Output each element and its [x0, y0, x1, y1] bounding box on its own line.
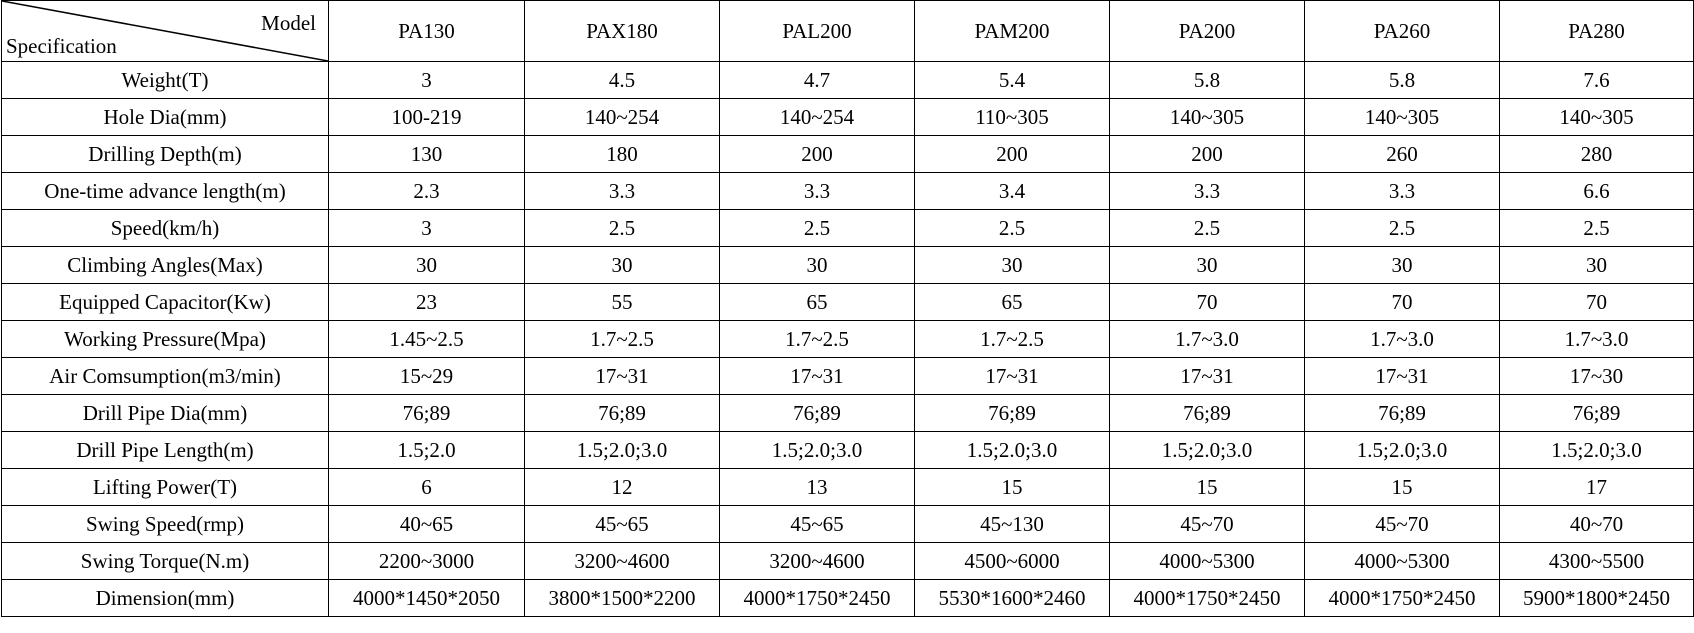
spec-value: 3200~4600: [720, 543, 915, 580]
spec-value: 1.5;2.0;3.0: [720, 432, 915, 469]
model-header: PA280: [1500, 1, 1694, 62]
spec-value: 1.5;2.0;3.0: [1110, 432, 1305, 469]
spec-value: 100-219: [329, 99, 525, 136]
spec-value: 65: [720, 284, 915, 321]
spec-label: Equipped Capacitor(Kw): [2, 284, 329, 321]
spec-value: 5530*1600*2460: [915, 580, 1110, 617]
spec-label: Drill Pipe Length(m): [2, 432, 329, 469]
spec-value: 1.7~2.5: [525, 321, 720, 358]
spec-value: 40~65: [329, 506, 525, 543]
table-row: [2, 580, 1694, 617]
spec-value: 65: [915, 284, 1110, 321]
model-header: PA200: [1110, 1, 1305, 62]
spec-value: 5.8: [1305, 62, 1500, 99]
table-row: [2, 506, 1694, 543]
spec-value: 4000*1450*2050: [329, 580, 525, 617]
spec-value: 15: [915, 469, 1110, 506]
spec-value: 12: [525, 469, 720, 506]
table-row: [2, 173, 1694, 210]
spec-value: 2.3: [329, 173, 525, 210]
spec-value: 4000*1750*2450: [1110, 580, 1305, 617]
spec-label: Weight(T): [2, 62, 329, 99]
spec-label: Swing Speed(rmp): [2, 506, 329, 543]
spec-value: 30: [720, 247, 915, 284]
spec-value: 76;89: [1500, 395, 1694, 432]
spec-value: 30: [1305, 247, 1500, 284]
spec-value: 1.5;2.0;3.0: [525, 432, 720, 469]
table-row: [2, 395, 1694, 432]
model-header: PAM200: [915, 1, 1110, 62]
spec-value: 55: [525, 284, 720, 321]
spec-value: 5.4: [915, 62, 1110, 99]
spec-value: 3200~4600: [525, 543, 720, 580]
spec-value: 30: [1110, 247, 1305, 284]
spec-value: 1.5;2.0;3.0: [1500, 432, 1694, 469]
spec-value: 2200~3000: [329, 543, 525, 580]
spec-value: 3: [329, 62, 525, 99]
corner-model-label: Model: [261, 11, 316, 35]
spec-value: 40~70: [1500, 506, 1694, 543]
spec-value: 45~130: [915, 506, 1110, 543]
spec-value: 3: [329, 210, 525, 247]
spec-value: 140~305: [1500, 99, 1694, 136]
spec-label: Climbing Angles(Max): [2, 247, 329, 284]
spec-value: 76;89: [720, 395, 915, 432]
spec-value: 200: [720, 136, 915, 173]
spec-label: Drilling Depth(m): [2, 136, 329, 173]
spec-value: 140~305: [1305, 99, 1500, 136]
spec-value: 76;89: [329, 395, 525, 432]
spec-value: 15~29: [329, 358, 525, 395]
spec-label: Air Comsumption(m3/min): [2, 358, 329, 395]
spec-value: 17~31: [525, 358, 720, 395]
spec-value: 2.5: [915, 210, 1110, 247]
table-row: [2, 284, 1694, 321]
spec-value: 4000*1750*2450: [1305, 580, 1500, 617]
spec-value: 2.5: [1500, 210, 1694, 247]
table-row: [2, 432, 1694, 469]
spec-value: 140~254: [720, 99, 915, 136]
spec-value: 76;89: [1110, 395, 1305, 432]
spec-value: 45~65: [525, 506, 720, 543]
spec-value: 17~30: [1500, 358, 1694, 395]
spec-value: 4300~5500: [1500, 543, 1694, 580]
spec-value: 4000~5300: [1110, 543, 1305, 580]
spec-value: 4000*1750*2450: [720, 580, 915, 617]
spec-value: 2.5: [1305, 210, 1500, 247]
table-row: [2, 247, 1694, 284]
spec-value: 3.4: [915, 173, 1110, 210]
spec-value: 30: [329, 247, 525, 284]
spec-value: 260: [1305, 136, 1500, 173]
spec-value: 3.3: [1305, 173, 1500, 210]
table-row: [2, 99, 1694, 136]
spec-value: 15: [1110, 469, 1305, 506]
model-header: PAL200: [720, 1, 915, 62]
spec-value: 110~305: [915, 99, 1110, 136]
spec-value: 2.5: [1110, 210, 1305, 247]
spec-value: 30: [525, 247, 720, 284]
spec-value: 1.7~3.0: [1305, 321, 1500, 358]
spec-value: 70: [1305, 284, 1500, 321]
spec-value: 17~31: [1110, 358, 1305, 395]
spec-value: 1.5;2.0;3.0: [915, 432, 1110, 469]
model-header: PA130: [329, 1, 525, 62]
spec-value: 1.7~3.0: [1110, 321, 1305, 358]
spec-label: Drill Pipe Dia(mm): [2, 395, 329, 432]
table-row: [2, 136, 1694, 173]
spec-value: 200: [1110, 136, 1305, 173]
spec-value: 2.5: [525, 210, 720, 247]
spec-label: Speed(km/h): [2, 210, 329, 247]
spec-value: 15: [1305, 469, 1500, 506]
spec-value: 70: [1110, 284, 1305, 321]
spec-value: 17: [1500, 469, 1694, 506]
spec-value: 1.7~2.5: [915, 321, 1110, 358]
spec-value: 280: [1500, 136, 1694, 173]
spec-value: 30: [1500, 247, 1694, 284]
model-header: PA260: [1305, 1, 1500, 62]
header-row: [2, 1, 1694, 62]
spec-value: 17~31: [720, 358, 915, 395]
spec-value: 3800*1500*2200: [525, 580, 720, 617]
spec-label: Swing Torque(N.m): [2, 543, 329, 580]
table-row: [2, 469, 1694, 506]
spec-label: Dimension(mm): [2, 580, 329, 617]
table-row: [2, 321, 1694, 358]
spec-value: 6.6: [1500, 173, 1694, 210]
spec-value: 1.7~2.5: [720, 321, 915, 358]
spec-table-body: [2, 1, 1694, 617]
spec-value: 140~254: [525, 99, 720, 136]
spec-value: 140~305: [1110, 99, 1305, 136]
corner-cell: [2, 1, 329, 62]
spec-value: 6: [329, 469, 525, 506]
spec-value: 3.3: [720, 173, 915, 210]
spec-label: Working Pressure(Mpa): [2, 321, 329, 358]
corner-spec-label: Specification: [6, 34, 117, 58]
spec-value: 1.7~3.0: [1500, 321, 1694, 358]
spec-table: [1, 0, 1694, 617]
table-row: [2, 210, 1694, 247]
spec-value: 2.5: [720, 210, 915, 247]
spec-value: 76;89: [1305, 395, 1500, 432]
spec-value: 4500~6000: [915, 543, 1110, 580]
spec-value: 1.5;2.0: [329, 432, 525, 469]
spec-value: 76;89: [525, 395, 720, 432]
spec-label: Lifting Power(T): [2, 469, 329, 506]
spec-value: 1.5;2.0;3.0: [1305, 432, 1500, 469]
spec-value: 130: [329, 136, 525, 173]
spec-value: 200: [915, 136, 1110, 173]
table-row: [2, 62, 1694, 99]
spec-value: 180: [525, 136, 720, 173]
spec-value: 3.3: [1110, 173, 1305, 210]
spec-value: 3.3: [525, 173, 720, 210]
spec-value: 5900*1800*2450: [1500, 580, 1694, 617]
spec-label: Hole Dia(mm): [2, 99, 329, 136]
spec-value: 4.5: [525, 62, 720, 99]
spec-value: 4000~5300: [1305, 543, 1500, 580]
spec-value: 30: [915, 247, 1110, 284]
table-row: [2, 543, 1694, 580]
spec-value: 5.8: [1110, 62, 1305, 99]
spec-label: One-time advance length(m): [2, 173, 329, 210]
spec-value: 7.6: [1500, 62, 1694, 99]
spec-value: 23: [329, 284, 525, 321]
spec-value: 45~70: [1110, 506, 1305, 543]
model-header: PAX180: [525, 1, 720, 62]
spec-value: 1.45~2.5: [329, 321, 525, 358]
spec-value: 45~70: [1305, 506, 1500, 543]
spec-value: 70: [1500, 284, 1694, 321]
spec-value: 17~31: [1305, 358, 1500, 395]
spec-value: 17~31: [915, 358, 1110, 395]
spec-value: 4.7: [720, 62, 915, 99]
spec-value: 45~65: [720, 506, 915, 543]
table-row: [2, 358, 1694, 395]
spec-value: 13: [720, 469, 915, 506]
spec-value: 76;89: [915, 395, 1110, 432]
